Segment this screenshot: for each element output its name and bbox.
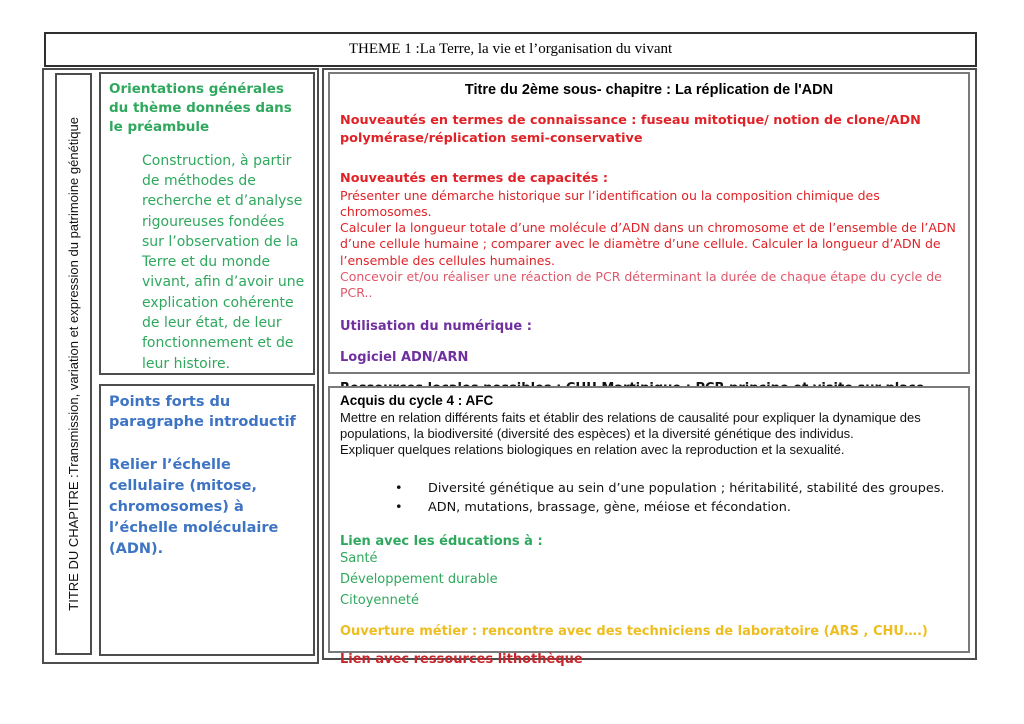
numerique-heading: Utilisation du numérique : [340, 319, 532, 335]
lithotheque-line: Lien avec ressources lithothèque [340, 651, 583, 667]
acquis-body-2: Expliquer quelques relations biologiques en relation avec la reproduction et la sexualité. [340, 442, 845, 458]
points-forts-cell [99, 384, 315, 656]
connaissances-line: Nouveautés en termes de connaissance : fuseau mitotique/ notion de clone/ADN polymérase/réplication semi-conservative [340, 113, 921, 146]
educations-heading: Lien avec les éducations à : [340, 534, 543, 550]
chapter-vertical-title: TITRE DU CHAPITRE :Transmission, variation et expression du patrimoine génétique [66, 117, 81, 611]
theme-title-bar [44, 32, 977, 67]
capacites-item-1: Présenter une démarche historique sur l’identification ou la composition chimique des chromosomes. [340, 187, 880, 219]
education-item-sante: Santé [340, 551, 378, 567]
education-item-dev-durable: Développement durable [340, 572, 498, 588]
ouverture-metier-line: Ouverture métier : rencontre avec des techniciens de laboratoire (ARS , CHU….) [340, 623, 928, 639]
chapter-title-box [55, 73, 92, 655]
numerique-item: Logiciel ADN/ARN [340, 350, 469, 366]
orientations-heading: Orientations générales du thème données dans le préambule [109, 81, 292, 135]
capacites-item-3: Concevoir et/ou réaliser une réaction de PCR déterminant la durée de chaque étape du cycle de PCR.. [340, 268, 942, 301]
sous-chapitre-cell [328, 72, 970, 374]
acquis-body-1: Mettre en relation différents faits et établir des relations de causalité pour expliquer la dynamique des populations, la biodiversité (diversité des espèces) et la diversité génétique des individus. [340, 409, 921, 442]
points-forts-heading: Points forts du paragraphe introductif [109, 394, 296, 431]
acquis-bullet-1: • Diversité génétique au sein d’une population ; héritabilité, stabilité des groupes. [340, 479, 958, 499]
theme-title: THEME 1 :La Terre, la vie et l’organisation du vivant [348, 41, 673, 57]
capacites-item-2: Calculer la longueur totale d’une molécule d’ADN dans un chromosome et de l’ensemble de l’ADN d’une cellule humaine ; comparer avec le diamètre d’une cellule. Calculer la longueur d’ADN de l’ensemble des cellules humaines. [340, 220, 956, 268]
acquis-heading: Acquis du cycle 4 : AFC [340, 393, 494, 408]
points-forts-body: Relier l’échelle cellulaire (mitose, chromosomes) à l’échelle moléculaire (ADN). [109, 456, 279, 557]
acquis-cell [328, 386, 970, 667]
acquis-bullet-2: • ADN, mutations, brassage, gène, méiose et fécondation. [340, 498, 958, 518]
education-item-citoyennete: Citoyenneté [340, 592, 420, 608]
sous-chapitre-title: Titre du 2ème sous- chapitre : La réplication de l'ADN [464, 82, 834, 98]
capacites-heading: Nouveautés en termes de capacités : [340, 170, 608, 186]
orientations-cell [99, 72, 315, 375]
acquis-bullet-list [340, 479, 958, 519]
orientations-body: Construction, à partir de méthodes de recherche et d’analyse rigoureuses fondées sur l’observation de la Terre et du monde vivant, afin d’avoir une explication cohérente de leur état, de leur fonctionnement et de leur histoire. [142, 152, 305, 372]
